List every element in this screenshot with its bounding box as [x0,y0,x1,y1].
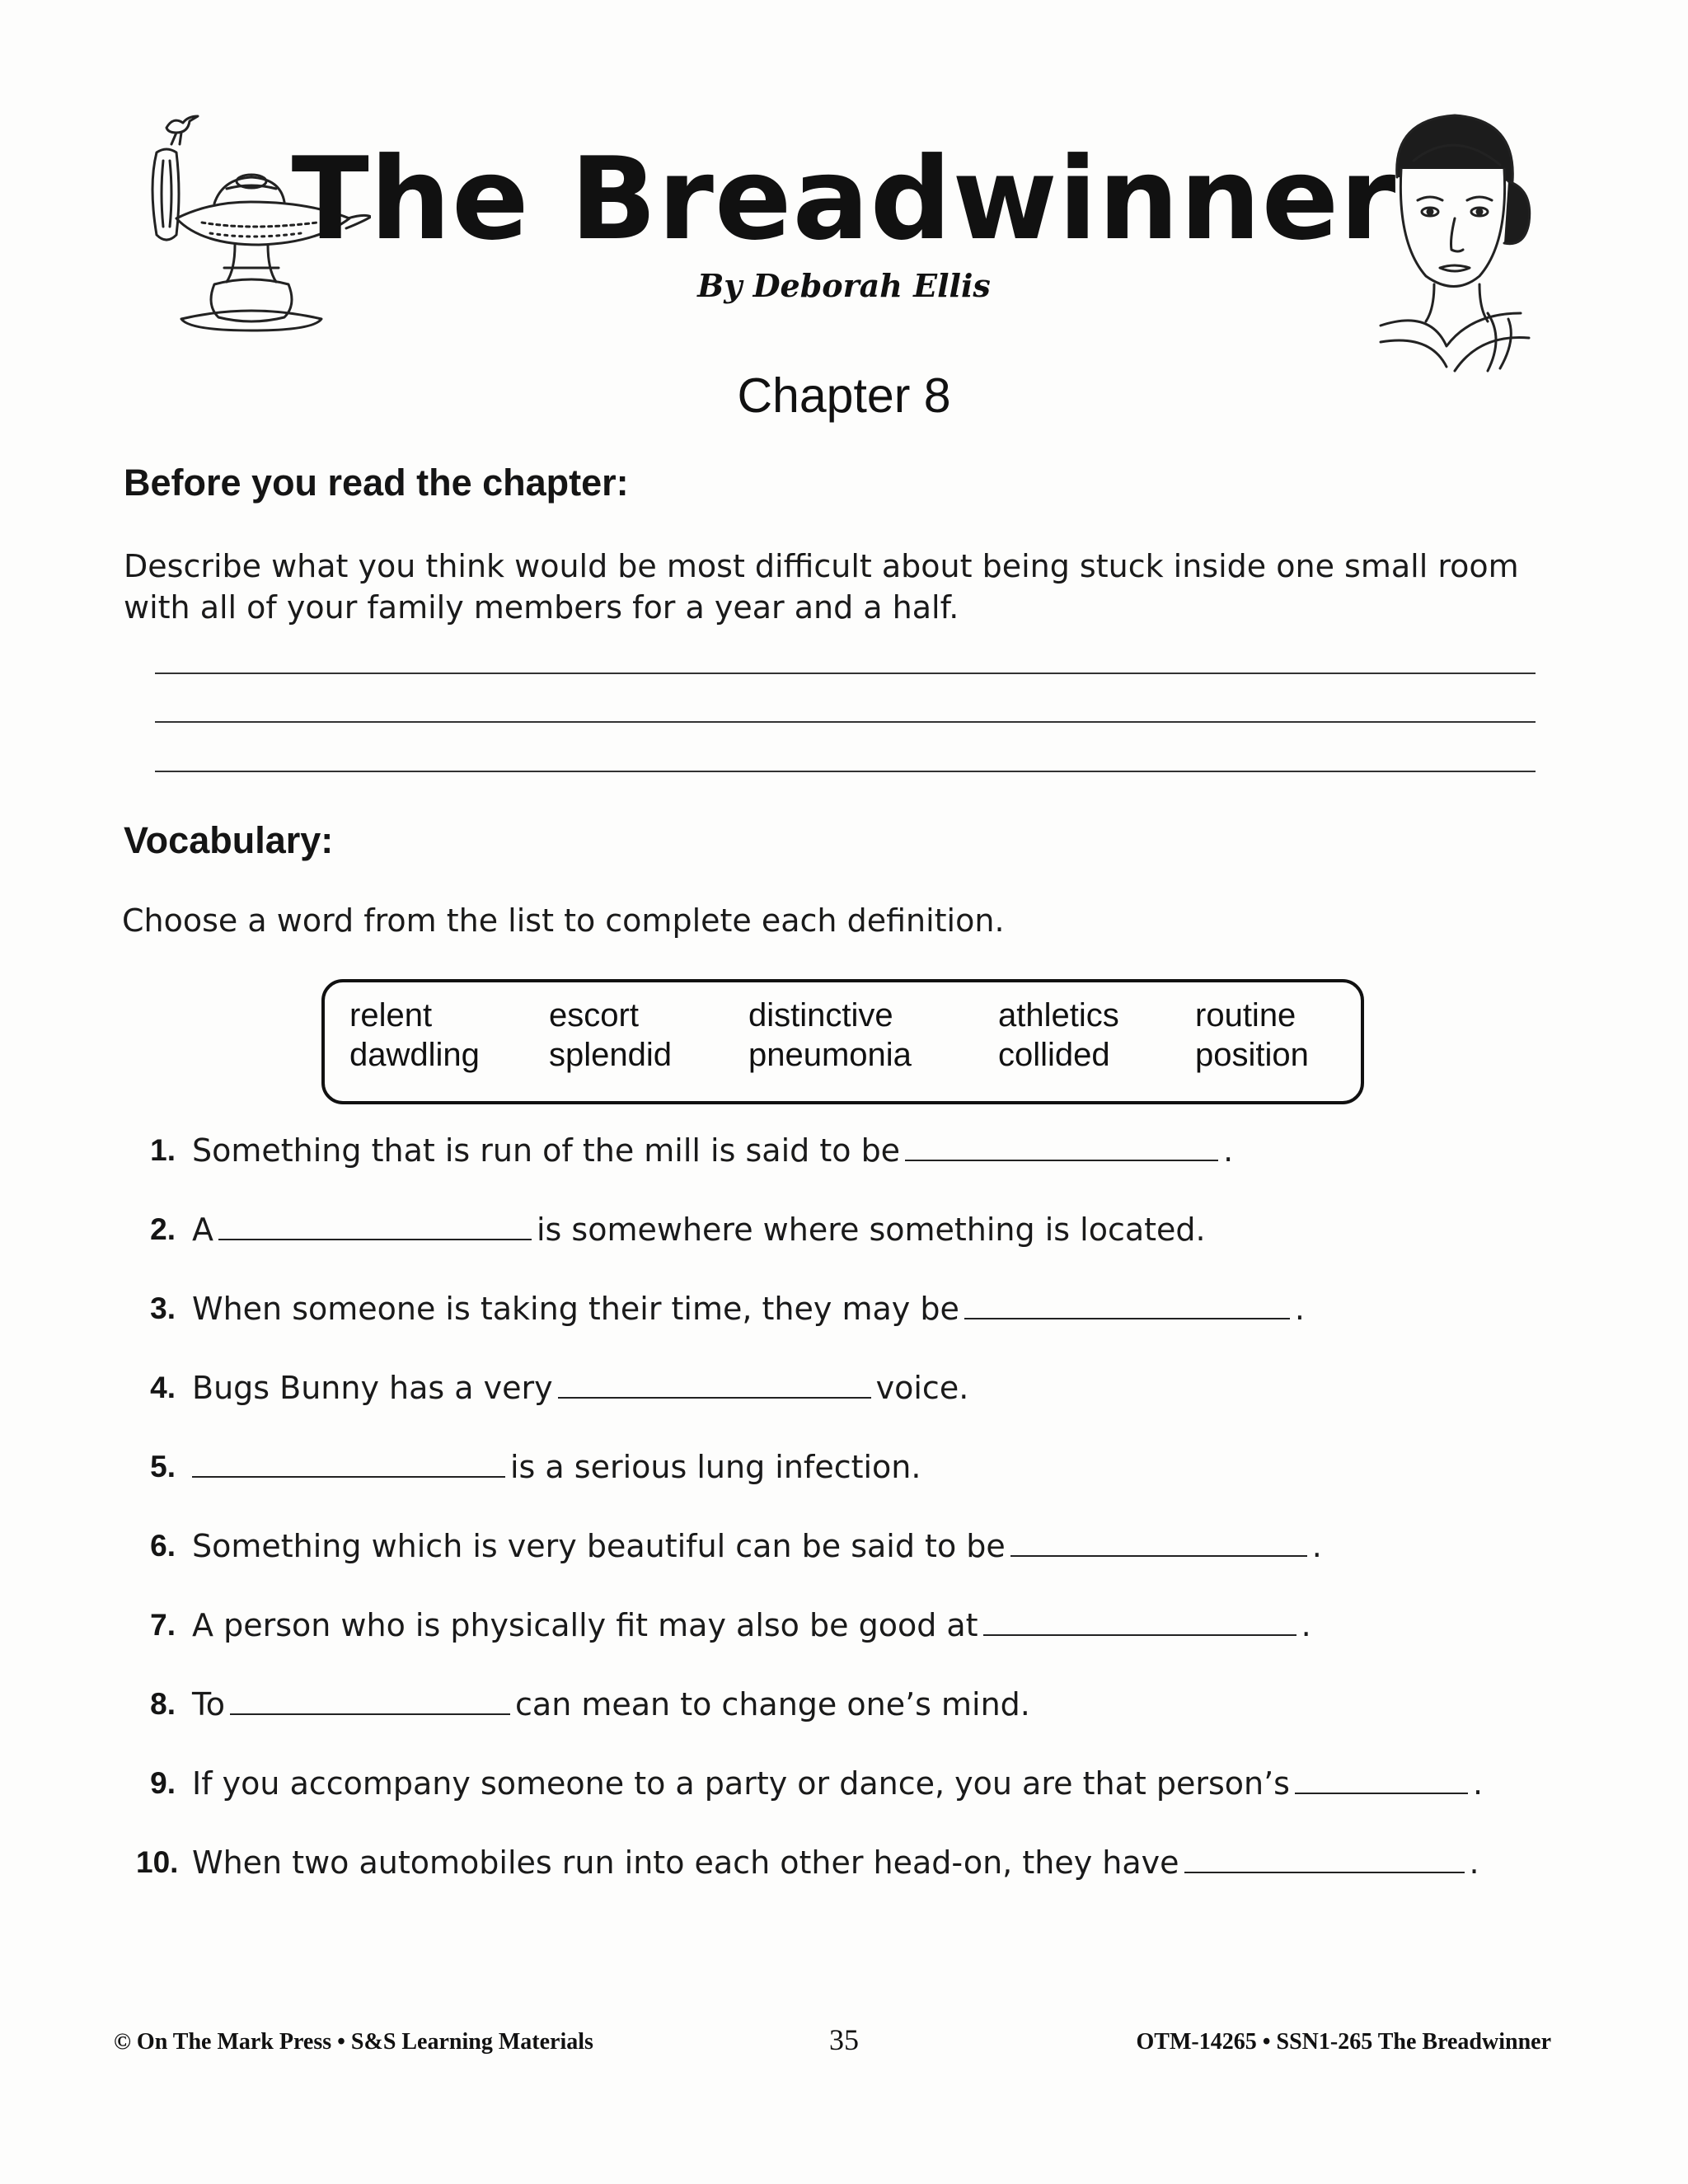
question-4 [0,1365,1688,1414]
answer-blank[interactable] [558,1367,871,1399]
word-bank-word: escort [549,997,639,1033]
question-number: 3. [150,1291,176,1325]
answer-line-3[interactable] [155,771,1536,772]
answer-blank[interactable] [905,1130,1218,1161]
question-text: If you accompany someone to a party or dance, you are that person’s [192,1765,1290,1802]
page-number: 35 [829,2023,859,2056]
question-9 [0,1760,1688,1810]
word-bank-word: pneumonia [748,1037,912,1073]
question-text-end: . [1294,1291,1305,1327]
question-number: 8. [150,1687,176,1721]
question-text: Something that is run of the mill is said to be [192,1132,901,1169]
before-reading-prompt: Describe what you think would be most difficult about being stuck inside one small room with all of your family members for a year and a half. [124,548,1519,626]
question-text: A [192,1212,213,1248]
question-number: 5. [150,1450,176,1483]
word-bank-word: athletics [998,997,1119,1033]
question-7 [0,1602,1688,1652]
question-number: 6. [150,1529,176,1563]
question-text-end: can mean to change one’s mind. [515,1686,1030,1722]
question-5 [0,1444,1688,1493]
question-2 [0,1207,1688,1256]
question-text-end: . [1472,1765,1484,1802]
word-bank-word: position [1195,1037,1309,1073]
question-number: 1. [150,1133,176,1167]
question-text-end: is a serious lung infection. [510,1449,921,1485]
word-bank-word: dawdling [349,1037,480,1073]
word-bank-word: routine [1195,997,1296,1033]
question-1 [0,1127,1688,1177]
word-bank-word: distinctive [748,997,893,1033]
worksheet-title: The Breadwinner [291,133,1397,265]
question-10 [0,1840,1688,1889]
answer-blank[interactable] [218,1209,532,1240]
answer-blank[interactable] [964,1288,1290,1319]
question-text-end: is somewhere where something is located. [537,1212,1206,1248]
answer-blank[interactable] [1010,1526,1307,1557]
question-number: 9. [150,1766,176,1800]
answer-blank[interactable] [1295,1763,1468,1794]
question-text-end: . [1223,1132,1234,1169]
answer-blank[interactable] [192,1446,505,1478]
question-text: A person who is physically fit may also be good at [192,1607,978,1643]
answer-line-2[interactable] [155,721,1536,723]
question-text-end: . [1301,1607,1311,1643]
vocabulary-instruction: Choose a word from the list to complete each definition. [122,902,1005,939]
answer-blank[interactable] [983,1605,1296,1636]
word-bank-word: collided [998,1037,1110,1073]
chapter-heading: Chapter 8 [737,368,951,423]
question-8 [0,1681,1688,1731]
answer-blank[interactable] [230,1684,510,1715]
word-bank-word: splendid [549,1037,673,1073]
answer-line-1[interactable] [155,673,1536,674]
word-bank [321,979,1364,1104]
question-6 [0,1523,1688,1572]
question-text: Bugs Bunny has a very [192,1370,553,1406]
footer-product-code: OTM-14265 • SSN1-265 The Breadwinner [1136,2029,1551,2055]
question-number: 2. [150,1212,176,1246]
question-number: 7. [150,1608,176,1642]
question-text: When someone is taking their time, they may be [192,1291,959,1327]
vocabulary-heading: Vocabulary: [124,819,334,861]
question-text-end: . [1469,1844,1479,1881]
question-text: Something which is very beautiful can be said to be [192,1528,1006,1564]
question-text-end: voice. [875,1370,969,1406]
question-number: 10. [136,1845,179,1879]
before-reading-heading: Before you read the chapter: [124,462,629,504]
question-number: 4. [150,1371,176,1404]
question-text: To [192,1686,226,1722]
word-bank-word: relent [349,997,433,1033]
author-byline: By Deborah Ellis [697,267,991,304]
question-text: When two automobiles run into each other head-on, they have [192,1844,1179,1881]
question-3 [0,1286,1688,1335]
footer-publisher: © On The Mark Press • S&S Learning Materials [114,2029,593,2055]
answer-blank[interactable] [1184,1842,1465,1873]
question-text-end: . [1311,1528,1322,1564]
